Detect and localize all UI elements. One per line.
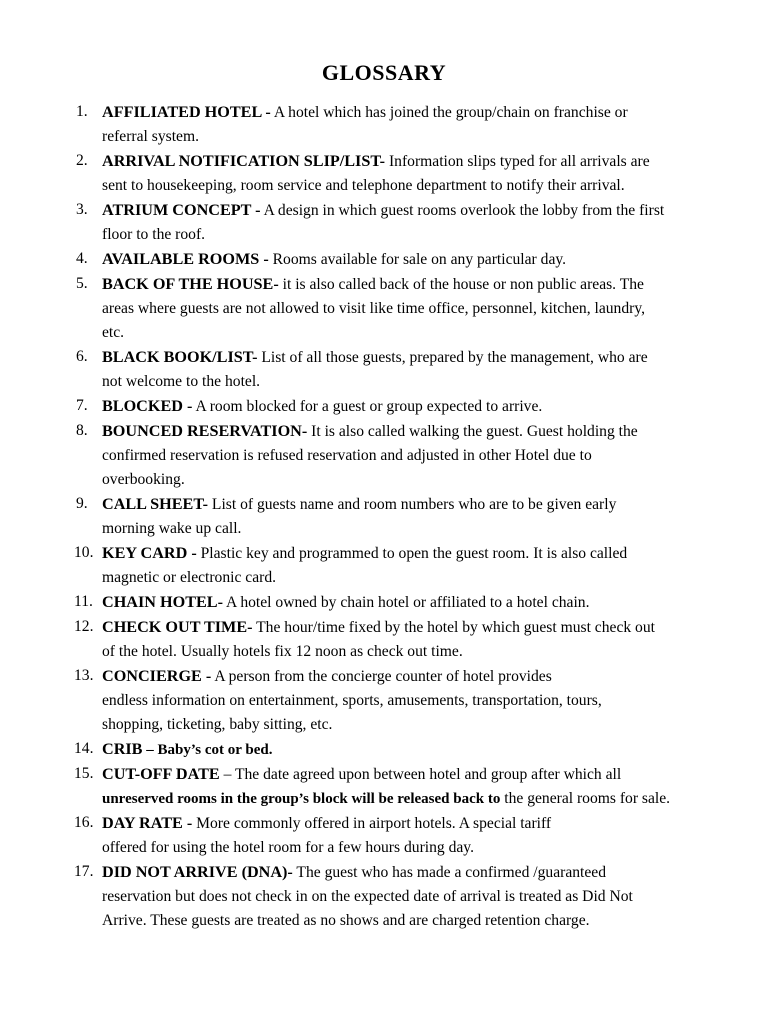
glossary-entry <box>76 247 742 272</box>
entry-definition-line: sent to housekeeping, room service and telephone department to notify their arrival. <box>102 177 625 194</box>
glossary-entry <box>74 860 742 933</box>
entry-number: 1. <box>76 103 88 120</box>
entry-number: 16. <box>74 814 94 831</box>
entry-definition-line: reservation but does not check in on the expected date of arrival is treated as Did Not <box>102 888 633 905</box>
entry-definition: It is also called walking the guest. Guest holding the <box>307 423 638 440</box>
entry-definition: List of guests name and room numbers who are to be given early <box>208 496 617 513</box>
entry-line <box>102 860 742 885</box>
entry-definition-line: of the hotel. Usually hotels fix 12 noon as check out time. <box>102 643 463 660</box>
entry-definition: – Baby’s cot or bed. <box>142 742 273 758</box>
entry-number: 7. <box>76 397 88 414</box>
entry-definition-line: offered for using the hotel room for a few hours during day. <box>102 839 474 856</box>
entry-number: 5. <box>76 275 88 292</box>
entry-term: CHECK OUT TIME- <box>102 618 253 636</box>
entry-term: CONCIERGE - <box>102 667 212 685</box>
entry-term: CRIB <box>102 740 143 758</box>
glossary-entry <box>76 198 742 247</box>
glossary-entry <box>76 272 742 345</box>
entry-definition: Information slips typed for all arrivals are <box>385 153 650 170</box>
entry-definition: List of all those guests, prepared by the management, who are <box>257 349 648 366</box>
glossary-entry <box>74 664 742 737</box>
entry-definition: The guest who has made a confirmed /guaranteed <box>292 864 607 881</box>
glossary-entry <box>76 345 742 394</box>
entry-definition: – The date agreed upon between hotel and group after which all <box>219 766 622 783</box>
entry-definition: Rooms available for sale on any particular day. <box>268 251 567 268</box>
entry-term: BLACK BOOK/LIST- <box>102 348 258 366</box>
entry-definition: Plastic key and programmed to open the guest room. It is also called <box>196 545 628 562</box>
entry-definition: The hour/time fixed by the hotel by which guest must check out <box>252 619 655 636</box>
entry-definition: it is also called back of the house or non public areas. The <box>278 276 644 293</box>
entry-number: 6. <box>76 348 88 365</box>
entry-definition-rest: the general rooms for sale. <box>500 790 671 807</box>
entry-definition-line: etc. <box>102 324 125 341</box>
entry-term: CUT-OFF DATE <box>102 765 220 783</box>
entry-line <box>102 419 742 444</box>
entry-definition: A hotel owned by chain hotel or affiliated to a hotel chain. <box>222 594 590 611</box>
entry-term: DID NOT ARRIVE (DNA)- <box>102 863 293 881</box>
entry-line <box>102 100 742 125</box>
entry-line <box>102 664 742 689</box>
glossary-entry <box>74 762 742 811</box>
entry-definition-line: morning wake up call. <box>102 520 242 537</box>
entry-number: 11. <box>74 593 93 610</box>
entry-term: BLOCKED - <box>102 397 193 415</box>
entry-number: 3. <box>76 201 88 218</box>
glossary-entry <box>76 149 742 198</box>
entry-line <box>102 762 742 787</box>
entry-line <box>102 198 742 223</box>
entry-number: 15. <box>74 765 94 782</box>
entry-definition: A room blocked for a guest or group expected to arrive. <box>192 398 543 415</box>
entry-number: 13. <box>74 667 94 684</box>
entry-definition-line: magnetic or electronic card. <box>102 569 277 586</box>
entry-line <box>102 811 742 836</box>
glossary-list <box>0 100 768 933</box>
entry-number: 14. <box>74 740 94 757</box>
entry-definition: More commonly offered in airport hotels. A special tariff <box>192 815 552 832</box>
entry-term: AFFILIATED HOTEL - <box>102 103 271 121</box>
entry-number: 9. <box>76 495 88 512</box>
glossary-entry <box>74 811 742 860</box>
entry-term: CHAIN HOTEL- <box>102 593 223 611</box>
entry-term: KEY CARD - <box>102 544 197 562</box>
entry-definition-emphasis: unreserved rooms in the group’s block will be released back to <box>102 791 501 807</box>
entry-definition-line: endless information on entertainment, sports, amusements, transportation, tours, <box>102 692 602 709</box>
glossary-entry <box>76 492 742 541</box>
entry-line <box>102 345 742 370</box>
entry-line <box>102 590 742 615</box>
entry-term: BACK OF THE HOUSE- <box>102 275 279 293</box>
glossary-entry <box>76 100 742 149</box>
entry-term: ATRIUM CONCEPT - <box>102 201 261 219</box>
glossary-entry <box>74 590 742 615</box>
page-title: GLOSSARY <box>321 60 447 85</box>
entry-line <box>102 272 742 297</box>
entry-definition-line: floor to the roof. <box>102 226 206 243</box>
entry-definition-line <box>102 787 742 811</box>
glossary-entry <box>74 737 742 762</box>
entry-definition-line: areas where guests are not allowed to visit like time office, personnel, kitchen, laundry, <box>102 300 646 317</box>
entry-line <box>102 737 742 762</box>
entry-definition-line: Arrive. These guests are treated as no shows and are charged retention charge. <box>102 912 590 929</box>
entry-line <box>102 247 742 272</box>
entry-number: 4. <box>76 250 88 267</box>
entry-line <box>102 149 742 174</box>
entry-term: DAY RATE - <box>102 814 193 832</box>
entry-definition-line: confirmed reservation is refused reservation and adjusted in other Hotel due to <box>102 447 592 464</box>
entry-term: ARRIVAL NOTIFICATION SLIP/LIST- <box>102 152 386 170</box>
entry-line <box>102 615 742 640</box>
glossary-entry <box>76 394 742 419</box>
glossary-entry <box>74 615 742 664</box>
glossary-entry <box>76 419 742 492</box>
entry-definition: A hotel which has joined the group/chain on franchise or <box>270 104 628 121</box>
entry-number: 17. <box>74 863 94 880</box>
entry-number: 12. <box>74 618 94 635</box>
entry-definition: A person from the concierge counter of hotel provides <box>211 668 552 685</box>
entry-definition-line: overbooking. <box>102 471 185 488</box>
entry-definition-line: shopping, ticketing, baby sitting, etc. <box>102 716 333 733</box>
entry-definition-line: referral system. <box>102 128 199 145</box>
glossary-entry <box>74 541 742 590</box>
entry-term: BOUNCED RESERVATION- <box>102 422 308 440</box>
entry-number: 2. <box>76 152 88 169</box>
entry-term: AVAILABLE ROOMS - <box>102 250 269 268</box>
entry-definition-line: not welcome to the hotel. <box>102 373 261 390</box>
entry-number: 10. <box>74 544 94 561</box>
entry-line <box>102 492 742 517</box>
entry-line <box>102 541 742 566</box>
entry-definition: A design in which guest rooms overlook the lobby from the first <box>260 202 665 219</box>
entry-term: CALL SHEET- <box>102 495 209 513</box>
entry-number: 8. <box>76 422 88 439</box>
entry-line <box>102 394 742 419</box>
